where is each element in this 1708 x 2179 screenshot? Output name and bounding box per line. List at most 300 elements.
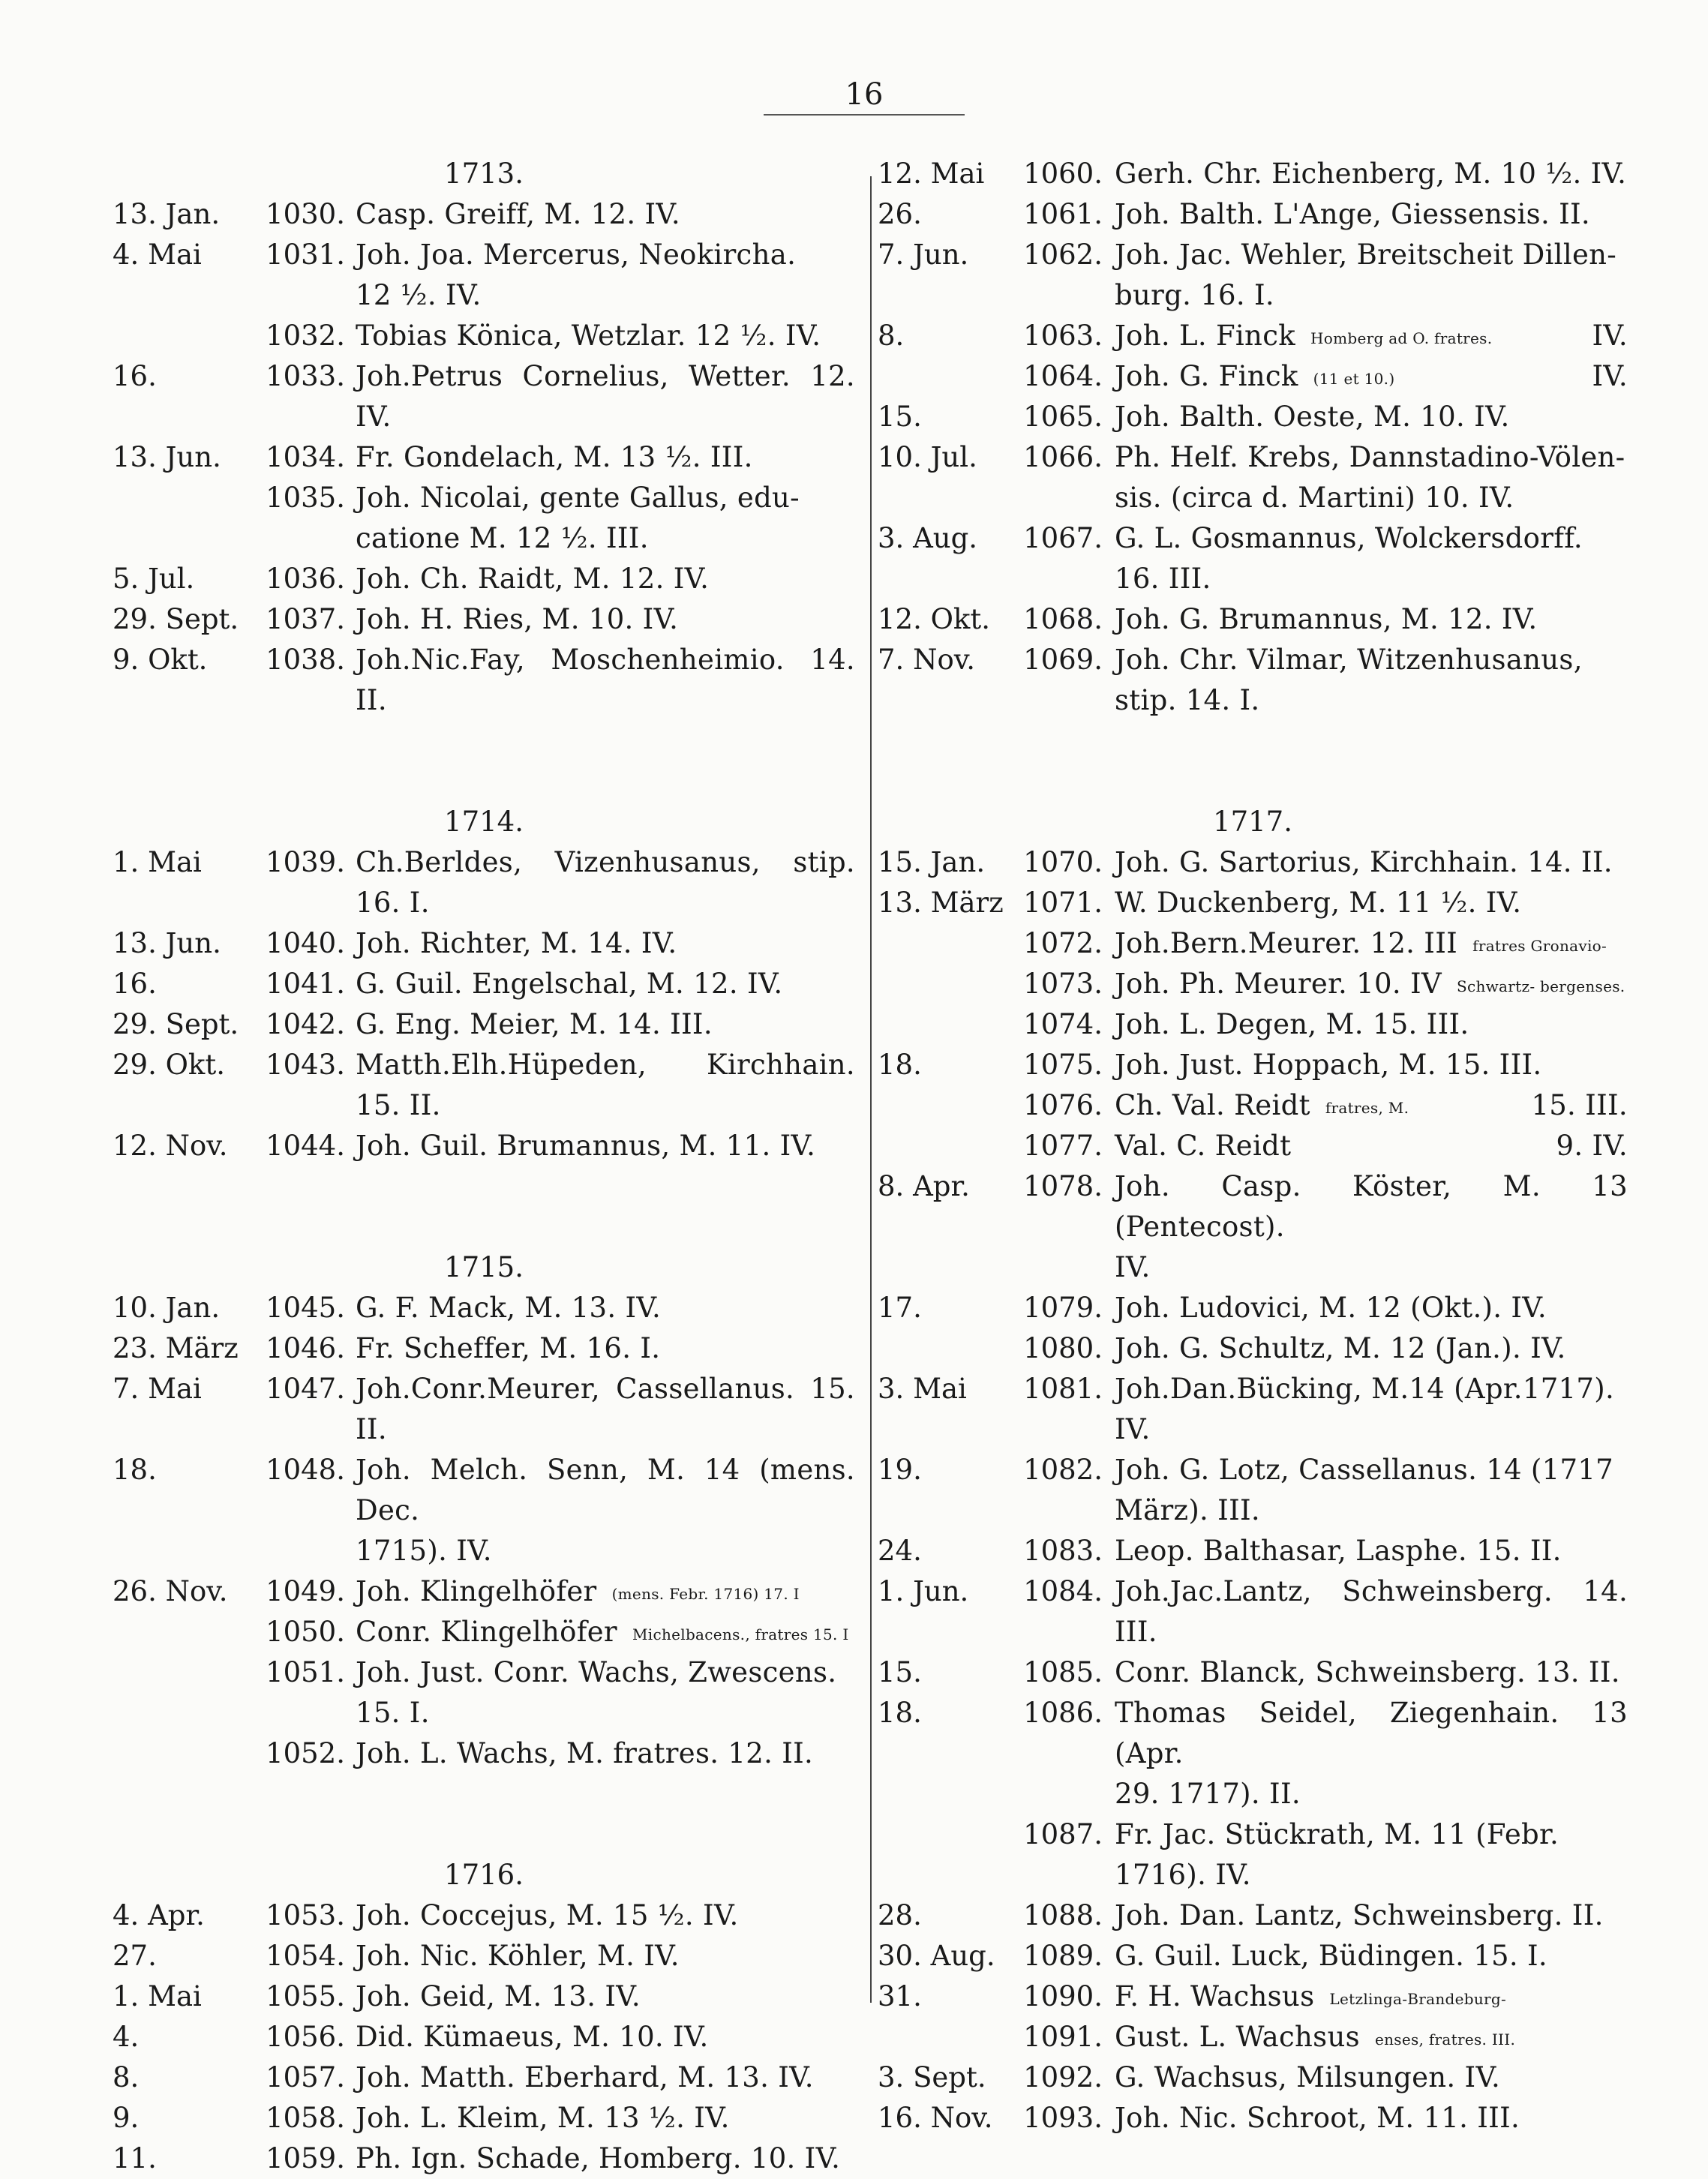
entry-text: 29. 1717). II. bbox=[1115, 1778, 1301, 1810]
entry-date: 9. Okt. bbox=[113, 644, 208, 676]
register-entry bbox=[878, 1531, 1628, 1571]
register-entry bbox=[113, 1733, 855, 1774]
entry-date bbox=[878, 1328, 1020, 1369]
entry-number bbox=[1020, 275, 1115, 316]
entry-number: 1089. bbox=[1023, 1940, 1103, 1972]
register-entry bbox=[113, 1895, 855, 1936]
entry-date bbox=[878, 1855, 1020, 1895]
entry-date: 12. Okt. bbox=[878, 603, 990, 635]
entry-date: 29. Sept. bbox=[113, 1008, 239, 1040]
register-entry bbox=[878, 2057, 1628, 2098]
entry-text: 1715). IV. bbox=[356, 1535, 492, 1567]
entry-date bbox=[113, 316, 254, 356]
entry-date bbox=[878, 356, 1020, 397]
entry-note: Homberg ad O. fratres. bbox=[1310, 329, 1493, 347]
entry-text: Ch.Berldes, Vizenhusanus, stip. 16. I. bbox=[356, 846, 855, 919]
entry-number: 1030. bbox=[266, 198, 345, 230]
entry-note: Schwartz- bergenses. bbox=[1456, 977, 1625, 995]
entry-number: 1047. bbox=[266, 1373, 345, 1405]
entry-text: Gust. L. Wachsus enses, fratres. III. bbox=[1115, 2021, 1516, 2053]
entry-note: (mens. Febr. 1716) 17. I bbox=[611, 1584, 800, 1603]
register-entry-continuation bbox=[113, 518, 855, 559]
entry-date bbox=[878, 1126, 1020, 1166]
register-entry bbox=[878, 518, 1628, 559]
entry-number: 1090. bbox=[1023, 1980, 1103, 2012]
entry-date: 3. Aug. bbox=[878, 522, 978, 554]
entry-note: fratres Gronavio- bbox=[1472, 936, 1607, 955]
entry-number: 1045. bbox=[266, 1292, 345, 1324]
register-entry bbox=[113, 1045, 855, 1126]
entry-date: 23. März bbox=[113, 1332, 239, 1364]
register-entry bbox=[113, 1652, 855, 1693]
entry-text: Matth.Elh.Hüpeden, Kirchhain. 15. II. bbox=[356, 1049, 855, 1121]
entry-text: Joh. Dan. Lantz, Schweinsberg. II. bbox=[1115, 1899, 1604, 1931]
entry-text: Joh. L. Degen, M. 15. III. bbox=[1115, 1008, 1469, 1040]
entry-date: 18. bbox=[878, 1697, 922, 1729]
entry-date bbox=[878, 1085, 1020, 1126]
entry-date: 28. bbox=[878, 1899, 922, 1931]
entry-number bbox=[254, 1693, 356, 1733]
entry-number bbox=[254, 518, 356, 559]
register-entry bbox=[878, 1288, 1628, 1328]
entry-note: enses, fratres. III. bbox=[1374, 2030, 1516, 2048]
register-entry bbox=[878, 1085, 1628, 1126]
register-entry bbox=[878, 1814, 1628, 1855]
entry-number: 1070. bbox=[1023, 846, 1103, 878]
entry-number: 1065. bbox=[1023, 401, 1103, 433]
register-entry bbox=[878, 356, 1628, 397]
entry-text: Joh. Joa. Mercerus, Neokircha. bbox=[356, 239, 797, 271]
entry-number: 1087. bbox=[1023, 1818, 1103, 1850]
register-entry bbox=[113, 1612, 855, 1652]
entry-number: 1093. bbox=[1023, 2102, 1103, 2134]
entry-date bbox=[113, 1652, 254, 1693]
register-entry bbox=[878, 1328, 1628, 1369]
register-entry-continuation bbox=[113, 1693, 855, 1733]
entry-date: 29. Sept. bbox=[113, 603, 239, 635]
entry-text: G. F. Mack, M. 13. IV. bbox=[356, 1292, 662, 1324]
register-entry-continuation bbox=[878, 559, 1628, 599]
entry-date bbox=[113, 275, 254, 316]
entry-date: 24. bbox=[878, 1535, 922, 1567]
register-entry bbox=[113, 1004, 855, 1045]
entry-text: G. Guil. Engelschal, M. 12. IV. bbox=[356, 968, 783, 1000]
entry-text: Joh.Conr.Meurer, Cassellanus. 15. II. bbox=[356, 1373, 855, 1445]
entry-text: Conr. Klingelhöfer Michelbacens., fratres 15. I bbox=[356, 1616, 849, 1648]
year-gap bbox=[113, 1774, 855, 1855]
entry-text: Joh. Casp. Köster, M. 13 (Pentecost). bbox=[1115, 1170, 1628, 1243]
entry-text: G. Eng. Meier, M. 14. III. bbox=[356, 1008, 713, 1040]
entry-date: 16. bbox=[113, 968, 157, 1000]
register-entry bbox=[113, 2098, 855, 2138]
entry-date bbox=[113, 1733, 254, 1774]
entry-text: IV. bbox=[1115, 1413, 1151, 1445]
entry-text: Joh. G. Brumannus, M. 12. IV. bbox=[1115, 603, 1538, 635]
register-entry bbox=[878, 1369, 1628, 1409]
entry-text: Joh. Balth. L'Ange, Giessensis. II. bbox=[1115, 198, 1590, 230]
register-entry bbox=[878, 842, 1628, 883]
entry-number: 1078. bbox=[1023, 1170, 1103, 1202]
entry-note: fratres, M. bbox=[1325, 1098, 1409, 1117]
entry-number bbox=[1020, 1774, 1115, 1814]
entry-number: 1040. bbox=[266, 927, 345, 959]
entry-date: 18. bbox=[878, 1049, 922, 1081]
entry-date: 3. Sept. bbox=[878, 2061, 986, 2093]
entry-number bbox=[1020, 1409, 1115, 1450]
entry-number: 1076. bbox=[1023, 1089, 1103, 1121]
entry-number: 1039. bbox=[266, 846, 345, 878]
entry-number: 1044. bbox=[266, 1130, 345, 1162]
entry-number bbox=[1020, 680, 1115, 721]
entry-number bbox=[1020, 1855, 1115, 1895]
entry-number: 1073. bbox=[1023, 968, 1103, 1000]
entry-text: Joh.Bern.Meurer. 12. III fratres Gronavio- bbox=[1115, 927, 1607, 959]
entry-text: F. H. Wachsus Letzlinga-Brandeburg- bbox=[1115, 1980, 1507, 2012]
entry-text: W. Duckenberg, M. 11 ½. IV. bbox=[1115, 887, 1522, 919]
register-entry bbox=[878, 194, 1628, 235]
register-entry bbox=[113, 1976, 855, 2017]
entry-date: 8. Apr. bbox=[878, 1170, 970, 1202]
register-entry bbox=[878, 437, 1628, 478]
register-entry bbox=[878, 1045, 1628, 1085]
entry-number: 1062. bbox=[1023, 239, 1103, 271]
register-entry bbox=[113, 1328, 855, 1369]
register-entry bbox=[113, 1936, 855, 1976]
entry-date: 15. bbox=[878, 1656, 922, 1688]
entry-text: Fr. Scheffer, M. 16. I. bbox=[356, 1332, 661, 1364]
entry-date bbox=[878, 559, 1020, 599]
entry-text: Joh.Petrus Cornelius, Wetter. 12. IV. bbox=[356, 360, 855, 433]
entry-text: catione M. 12 ½. III. bbox=[356, 522, 649, 554]
year-gap bbox=[113, 1166, 855, 1247]
register-entry bbox=[113, 1450, 855, 1531]
register-entry-continuation bbox=[878, 1409, 1628, 1450]
entry-date: 16. bbox=[113, 360, 157, 392]
entry-number: 1032. bbox=[266, 320, 345, 352]
entry-number bbox=[1020, 1490, 1115, 1531]
entry-date bbox=[113, 1612, 254, 1652]
register-entry bbox=[113, 640, 855, 721]
entry-text: Joh. Guil. Brumannus, M. 11. IV. bbox=[356, 1130, 816, 1162]
register-entry bbox=[878, 599, 1628, 640]
entry-date: 31. bbox=[878, 1980, 922, 2012]
entry-number: 1051. bbox=[266, 1656, 345, 1688]
register-entry bbox=[113, 1571, 855, 1612]
entry-date: 8. bbox=[113, 2061, 140, 2093]
entry-date bbox=[878, 2017, 1020, 2057]
entry-date: 10. Jul. bbox=[878, 441, 977, 473]
entry-number bbox=[254, 275, 356, 316]
register-entry bbox=[878, 1004, 1628, 1045]
entry-number: 1043. bbox=[266, 1049, 345, 1081]
register-entry bbox=[878, 964, 1628, 1004]
entry-number: 1063. bbox=[1023, 320, 1103, 352]
entry-text: Joh. Melch. Senn, M. 14 (mens. Dec. bbox=[356, 1454, 855, 1526]
entry-date bbox=[878, 680, 1020, 721]
register-entry bbox=[878, 640, 1628, 680]
register-entry bbox=[113, 1288, 855, 1328]
entry-number: 1050. bbox=[266, 1616, 345, 1648]
entry-text: Tobias Könica, Wetzlar. 12 ½. IV. bbox=[356, 320, 821, 352]
entry-date: 26. bbox=[878, 198, 922, 230]
entry-text: Val. C. Reidt 9. IV. bbox=[1115, 1126, 1628, 1166]
entry-text: Joh. Nic. Köhler, M. IV. bbox=[356, 1940, 680, 1972]
register-entry bbox=[113, 478, 855, 518]
entry-tail: IV. bbox=[1592, 320, 1628, 352]
register-entry bbox=[878, 154, 1628, 194]
register-entry bbox=[878, 1450, 1628, 1490]
entry-number: 1060. bbox=[1023, 158, 1103, 190]
year-heading: 1714. bbox=[444, 806, 524, 838]
entry-number: 1086. bbox=[1023, 1697, 1103, 1729]
entry-date: 16. Nov. bbox=[878, 2102, 993, 2134]
entry-number: 1046. bbox=[266, 1332, 345, 1364]
entry-text: burg. 16. I. bbox=[1115, 279, 1274, 311]
entry-number: 1091. bbox=[1023, 2021, 1103, 2053]
entry-date bbox=[113, 478, 254, 518]
entry-number: 1054. bbox=[266, 1940, 345, 1972]
entry-number: 1041. bbox=[266, 968, 345, 1000]
entry-text: Joh. Nicolai, gente Gallus, edu- bbox=[356, 482, 800, 514]
register-entry bbox=[113, 437, 855, 478]
entry-number: 1082. bbox=[1023, 1454, 1103, 1486]
entry-date: 5. Jul. bbox=[113, 563, 195, 595]
entry-number: 1035. bbox=[266, 482, 345, 514]
entry-date: 30. Aug. bbox=[878, 1940, 995, 1972]
entry-date: 4. Apr. bbox=[113, 1899, 205, 1931]
entry-date bbox=[878, 275, 1020, 316]
entry-text: Joh. Geid, M. 13. IV. bbox=[356, 1980, 641, 2012]
entry-number: 1048. bbox=[266, 1454, 345, 1486]
entry-text: 15. I. bbox=[356, 1697, 430, 1729]
entry-date: 1. Mai bbox=[113, 1980, 202, 2012]
register-entry-continuation bbox=[878, 478, 1628, 518]
entry-text: März). III. bbox=[1115, 1494, 1260, 1526]
entry-text: Joh. Jac. Wehler, Breitscheit Dillen- bbox=[1115, 239, 1617, 271]
entry-date bbox=[878, 923, 1020, 964]
entry-date: 1. Mai bbox=[113, 846, 202, 878]
entry-number: 1052. bbox=[266, 1737, 345, 1769]
year-heading: 1715. bbox=[444, 1251, 524, 1283]
entry-text: Fr. Gondelach, M. 13 ½. III. bbox=[356, 441, 753, 473]
entry-date bbox=[878, 964, 1020, 1004]
entry-number: 1064. bbox=[1023, 360, 1103, 392]
entry-date: 9. bbox=[113, 2102, 140, 2134]
register-entry bbox=[113, 599, 855, 640]
entry-text: Leop. Balthasar, Lasphe. 15. II. bbox=[1115, 1535, 1562, 1567]
entry-text: G. Guil. Luck, Büdingen. 15. I. bbox=[1115, 1940, 1547, 1972]
entry-number: 1059. bbox=[266, 2142, 345, 2174]
entry-text: sis. (circa d. Martini) 10. IV. bbox=[1115, 482, 1514, 514]
entry-text: Casp. Greiff, M. 12. IV. bbox=[356, 198, 680, 230]
entry-text: Joh. Matth. Eberhard, M. 13. IV. bbox=[356, 2061, 814, 2093]
entry-text: 12 ½. IV. bbox=[356, 279, 482, 311]
entry-number bbox=[254, 1531, 356, 1571]
register-entry bbox=[878, 1936, 1628, 1976]
entry-number: 1079. bbox=[1023, 1292, 1103, 1324]
entry-text: Did. Kümaeus, M. 10. IV. bbox=[356, 2021, 709, 2053]
entry-date: 7. Nov. bbox=[878, 644, 975, 676]
entry-text: 1716). IV. bbox=[1115, 1859, 1251, 1891]
entry-text: Gerh. Chr. Eichenberg, M. 10 ½. IV. bbox=[1115, 158, 1627, 190]
column-divider bbox=[870, 176, 872, 2003]
register-entry bbox=[878, 397, 1628, 437]
register-entry-continuation bbox=[878, 1247, 1628, 1288]
entry-text: Joh. G. Finck (11 et 10.) IV. bbox=[1115, 356, 1628, 397]
entry-date: 15. bbox=[878, 401, 922, 433]
entry-date: 15. Jan. bbox=[878, 846, 986, 878]
register-entry bbox=[113, 842, 855, 923]
register-entry bbox=[878, 235, 1628, 275]
entry-date bbox=[878, 1409, 1020, 1450]
entry-text: IV. bbox=[1115, 1251, 1151, 1283]
entry-note: Letzlinga-Brandeburg- bbox=[1329, 1989, 1507, 2008]
register-entry bbox=[878, 883, 1628, 923]
register-entry-continuation bbox=[878, 275, 1628, 316]
year-gap bbox=[113, 721, 855, 802]
entry-text: 16. III. bbox=[1115, 563, 1211, 595]
entry-number bbox=[1020, 559, 1115, 599]
entry-date bbox=[878, 1774, 1020, 1814]
register-entry bbox=[113, 194, 855, 235]
entry-text: Conr. Blanck, Schweinsberg. 13. II. bbox=[1115, 1656, 1620, 1688]
entry-number: 1081. bbox=[1023, 1373, 1103, 1405]
entry-number: 1056. bbox=[266, 2021, 345, 2053]
entry-date: 8. bbox=[878, 320, 905, 352]
entry-tail: 9. IV. bbox=[1556, 1130, 1628, 1162]
register-entry bbox=[113, 235, 855, 275]
page-number: 16 bbox=[764, 75, 965, 116]
entry-date: 10. Jan. bbox=[113, 1292, 221, 1324]
entry-text: Joh. G. Schultz, M. 12 (Jan.). IV. bbox=[1115, 1332, 1566, 1364]
entry-text: Joh. G. Lotz, Cassellanus. 14 (1717 bbox=[1115, 1454, 1614, 1486]
entry-number: 1092. bbox=[1023, 2061, 1103, 2093]
entry-number: 1042. bbox=[266, 1008, 345, 1040]
register-entry bbox=[113, 964, 855, 1004]
entry-text: Ph. Helf. Krebs, Dannstadino-Völen- bbox=[1115, 441, 1625, 473]
entry-number: 1049. bbox=[266, 1575, 345, 1607]
register-entry bbox=[878, 2098, 1628, 2138]
entry-number: 1075. bbox=[1023, 1049, 1103, 1081]
register-entry bbox=[113, 923, 855, 964]
entry-date: 19. bbox=[878, 1454, 922, 1486]
register-entry-continuation bbox=[878, 680, 1628, 721]
entry-number: 1085. bbox=[1023, 1656, 1103, 1688]
entry-text: Joh. L. Kleim, M. 13 ½. IV. bbox=[356, 2102, 730, 2134]
entry-date: 13. Jun. bbox=[113, 927, 221, 959]
entry-date bbox=[878, 1004, 1020, 1045]
entry-text: Joh. Chr. Vilmar, Witzenhusanus, bbox=[1115, 644, 1583, 676]
entry-text: Joh. Richter, M. 14. IV. bbox=[356, 927, 677, 959]
register-entry bbox=[878, 1895, 1628, 1936]
entry-number: 1084. bbox=[1023, 1575, 1103, 1607]
entry-text: Thomas Seidel, Ziegenhain. 13 (Apr. bbox=[1115, 1697, 1628, 1769]
register-entry bbox=[878, 1652, 1628, 1693]
entry-number: 1053. bbox=[266, 1899, 345, 1931]
entry-date: 27. bbox=[113, 1940, 157, 1972]
entry-date: 29. Okt. bbox=[113, 1049, 225, 1081]
entry-date: 18. bbox=[113, 1454, 157, 1486]
year-heading: 1717. bbox=[1213, 806, 1292, 838]
register-entry bbox=[878, 316, 1628, 356]
entry-date: 7. Mai bbox=[113, 1373, 202, 1405]
register-entry bbox=[113, 2138, 855, 2179]
entry-number bbox=[1020, 1247, 1115, 1288]
register-entry bbox=[878, 1693, 1628, 1774]
entry-date bbox=[878, 478, 1020, 518]
register-entry bbox=[113, 559, 855, 599]
entry-number: 1088. bbox=[1023, 1899, 1103, 1931]
entry-number: 1068. bbox=[1023, 603, 1103, 635]
entry-number: 1038. bbox=[266, 644, 345, 676]
entry-number: 1077. bbox=[1023, 1130, 1103, 1162]
entry-tail: IV. bbox=[1592, 360, 1628, 392]
register-entry bbox=[878, 1976, 1628, 2017]
entry-text: Fr. Jac. Stückrath, M. 11 (Febr. bbox=[1115, 1818, 1559, 1850]
register-entry bbox=[878, 1571, 1628, 1652]
entry-date: 13. Jan. bbox=[113, 198, 221, 230]
entry-date bbox=[113, 1531, 254, 1571]
entry-date: 3. Mai bbox=[878, 1373, 967, 1405]
entry-number: 1055. bbox=[266, 1980, 345, 2012]
entry-number: 1031. bbox=[266, 239, 345, 271]
entry-text: Joh. Just. Conr. Wachs, Zwescens. bbox=[356, 1656, 837, 1688]
entry-text: Joh.Jac.Lantz, Schweinsberg. 14. III. bbox=[1115, 1575, 1628, 1648]
entry-text: Joh. L. Finck Homberg ad O. fratres. IV. bbox=[1115, 316, 1628, 356]
register-entry-continuation bbox=[113, 1531, 855, 1571]
entry-date: 1. Jun. bbox=[878, 1575, 969, 1607]
register-entry-continuation bbox=[878, 1855, 1628, 1895]
entry-date: 12. Nov. bbox=[113, 1130, 228, 1162]
entry-text: Joh. G. Sartorius, Kirchhain. 14. II. bbox=[1115, 846, 1613, 878]
register-entry bbox=[113, 1126, 855, 1166]
entry-number: 1069. bbox=[1023, 644, 1103, 676]
entry-text: G. L. Gosmannus, Wolckersdorff. bbox=[1115, 522, 1583, 554]
entry-date: 12. Mai bbox=[878, 158, 985, 190]
entry-text: stip. 14. I. bbox=[1115, 684, 1260, 716]
entry-text: Joh. H. Ries, M. 10. IV. bbox=[356, 603, 679, 635]
entry-number: 1033. bbox=[266, 360, 345, 392]
register-entry-continuation bbox=[113, 275, 855, 316]
entry-number: 1066. bbox=[1023, 441, 1103, 473]
register-entry bbox=[113, 316, 855, 356]
entry-text: G. Wachsus, Milsungen. IV. bbox=[1115, 2061, 1501, 2093]
entry-number: 1034. bbox=[266, 441, 345, 473]
register-entry bbox=[878, 1126, 1628, 1166]
entry-number: 1080. bbox=[1023, 1332, 1103, 1364]
entry-note: Michelbacens., fratres 15. I bbox=[632, 1625, 849, 1643]
entry-text: Ph. Ign. Schade, Homberg. 10. IV. bbox=[356, 2142, 841, 2174]
register-entry bbox=[113, 1369, 855, 1450]
entry-number: 1057. bbox=[266, 2061, 345, 2093]
register-entry bbox=[113, 356, 855, 437]
entry-date bbox=[878, 1814, 1020, 1855]
entry-date bbox=[878, 1490, 1020, 1531]
register-entry bbox=[878, 1166, 1628, 1247]
entry-text: Ch. Val. Reidt fratres, M. 15. III. bbox=[1115, 1085, 1628, 1126]
entry-number: 1083. bbox=[1023, 1535, 1103, 1567]
entry-text: Joh. Just. Hoppach, M. 15. III. bbox=[1115, 1049, 1542, 1081]
entry-date: 7. Jun. bbox=[878, 239, 969, 271]
entry-number: 1074. bbox=[1023, 1008, 1103, 1040]
entry-date: 13. Jun. bbox=[113, 441, 221, 473]
entry-text: Joh. Ph. Meurer. 10. IV Schwartz- bergenses. bbox=[1115, 968, 1625, 1000]
entry-number bbox=[1020, 478, 1115, 518]
entry-text: Joh. Balth. Oeste, M. 10. IV. bbox=[1115, 401, 1510, 433]
entry-number: 1058. bbox=[266, 2102, 345, 2134]
entry-date: 17. bbox=[878, 1292, 922, 1324]
register-entry bbox=[878, 923, 1628, 964]
